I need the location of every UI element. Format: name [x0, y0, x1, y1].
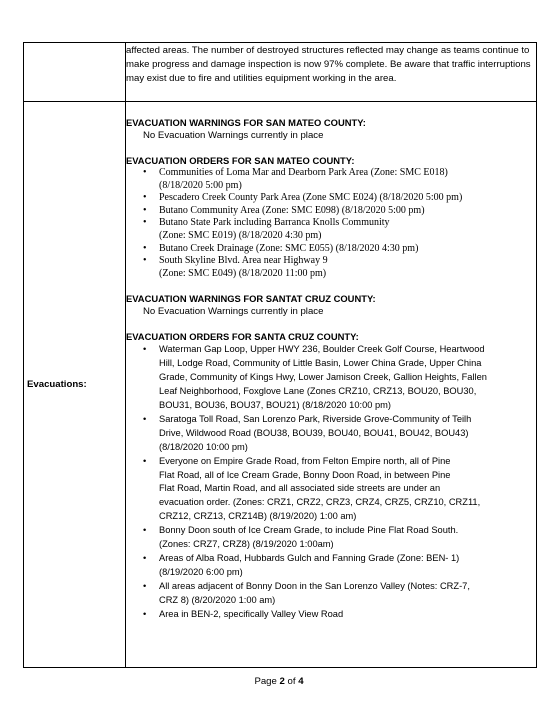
bullet-icon: • — [143, 608, 147, 619]
list-item-line: Flat Road, all of Ice Cream Grade, Bonny Doon Road, in between Pine — [159, 469, 451, 480]
list-item-line: South Skyline Blvd. Area near Highway 9 — [159, 255, 328, 267]
list-item — [126, 413, 536, 455]
bullet-icon: • — [143, 192, 147, 204]
list-item — [126, 167, 536, 192]
list-item-line: Leaf Neighborhood, Foxglove Lane (Zones CRZ10, CRZ13, BOU20, BOU30, — [159, 386, 477, 397]
list-item-line: Area in BEN-2, specifically Valley View Road — [159, 608, 344, 619]
bullet-icon: • — [143, 552, 147, 563]
list-item — [126, 192, 536, 205]
list-item-line: (8/18/2020 10:00 pm) — [159, 441, 248, 452]
row-label-cell — [24, 43, 126, 102]
evacuation-sections — [126, 116, 536, 621]
list-item-line: BOU31, BOU36, BOU37, BOU21) (8/18/2020 10:00 pm) — [159, 399, 392, 410]
list-item-line: Bonny Doon south of Ice Cream Grade, to include Pine Flat Road South. — [159, 525, 459, 536]
section-heading: EVACUATION ORDERS FOR SANTA CRUZ COUNTY: — [126, 331, 359, 343]
section-note: No Evacuation Warnings currently in place — [143, 130, 324, 141]
list-item — [126, 552, 536, 580]
bullet-icon: • — [143, 580, 147, 591]
page-total: 4 — [298, 676, 304, 687]
info-table — [23, 42, 537, 668]
list-item-line: evacuation order. (Zones: CRZ1, CRZ2, CRZ3, CRZ4, CRZ5, CRZ10, CRZ11, — [159, 497, 481, 508]
list-item-line: Everyone on Empire Grade Road, from Felton Empire north, all of Pine — [159, 455, 451, 466]
evacuations-label: Evacuations: — [27, 379, 87, 390]
evacuation-section — [126, 154, 536, 280]
list-item-line: CRZ 8) (8/20/2020 1:00 am) — [159, 594, 276, 605]
list-item-line: Butano State Park including Barranca Knolls Community — [159, 217, 390, 229]
evacuation-order-list — [126, 167, 536, 280]
list-item-line: Butano Community Area (Zone: SMC E098) (8/18/2020 5:00 pm) — [159, 204, 425, 216]
list-item — [126, 255, 536, 280]
list-item-line: All areas adjacent of Bonny Doon in the San Lorenzo Valley (Notes: CRZ-7, — [159, 580, 470, 591]
list-item — [126, 217, 536, 242]
page-middle: of — [284, 676, 299, 687]
list-item — [126, 608, 536, 622]
bullet-icon: • — [143, 455, 147, 466]
section-heading: EVACUATION ORDERS FOR SAN MATEO COUNTY: — [126, 155, 355, 166]
table-row — [24, 43, 537, 102]
section-heading: EVACUATION WARNINGS FOR SANTAT CRUZ COUNTY: — [126, 293, 376, 305]
list-item — [126, 455, 536, 525]
list-item-line: CRZ12, CRZ13, CRZ14B) (8/19/2020) 1:00 am) — [159, 511, 357, 522]
list-item-line: (Zone: SMC E019) (8/18/2020 4:30 pm) — [159, 229, 322, 241]
list-item-line: Flat Road, Martin Road, and all associated side streets are under an — [159, 483, 441, 494]
list-item-line: Grade, Community of Kings Hwy, Lower Jamison Creek, Gallion Heights, Fallen — [159, 372, 487, 383]
row-content-cell — [126, 43, 537, 102]
list-item-line: Areas of Alba Road, Hubbards Gulch and Fanning Grade (Zone: BEN- 1) — [159, 552, 460, 563]
evacuation-section — [126, 292, 536, 318]
bullet-icon: • — [143, 344, 147, 355]
bullet-icon: • — [143, 525, 147, 536]
row-label-cell — [24, 102, 126, 668]
page-footer — [0, 676, 558, 687]
evacuation-section — [126, 330, 536, 621]
list-item — [126, 580, 536, 608]
bullet-icon: • — [143, 242, 147, 254]
list-item-line: Saratoga Toll Road, San Lorenzo Park, Riverside Grove-Community of Teilh — [159, 413, 472, 424]
section-heading: EVACUATION WARNINGS FOR SAN MATEO COUNTY: — [126, 117, 366, 128]
list-item-line: (8/19/2020 6:00 pm) — [159, 566, 243, 577]
bullet-icon: • — [143, 217, 147, 229]
list-item-line: (8/18/2020 5:00 pm) — [159, 179, 242, 191]
section-note: No Evacuation Warnings currently in place — [143, 306, 324, 318]
page-current: 2 — [279, 676, 285, 687]
list-item — [126, 243, 536, 256]
list-item-line: Butano Creek Drainage (Zone: SMC E055) (8/18/2020 4:30 pm) — [159, 242, 419, 254]
table-row — [24, 102, 537, 668]
page-prefix: Page — [254, 676, 280, 687]
list-item-line: Waterman Gap Loop, Upper HWY 236, Boulder Creek Golf Course, Heartwood — [159, 344, 485, 355]
list-item — [126, 524, 536, 552]
list-item-line: Hill, Lodge Road, Community of Little Basin, Lower China Grade, Upper China — [159, 358, 482, 369]
list-item-line: (Zones: CRZ7, CRZ8) (8/19/2020 1:00am) — [159, 539, 334, 550]
list-item — [126, 205, 536, 218]
bullet-icon: • — [143, 255, 147, 267]
list-item-line: Drive, Wildwood Road (BOU38, BOU39, BOU40, BOU41, BOU42, BOU43) — [159, 427, 469, 438]
list-item-line: Communities of Loma Mar and Dearborn Park Area (Zone: SMC E018) — [159, 167, 448, 178]
evacuation-order-list — [126, 343, 536, 621]
bullet-icon: • — [143, 413, 147, 424]
evacuations-content — [126, 102, 537, 668]
bullet-icon: • — [143, 204, 147, 216]
list-item — [126, 343, 536, 413]
evacuation-section — [126, 116, 536, 142]
bullet-icon: • — [143, 167, 147, 178]
damage-inspection-text: affected areas. The number of destroyed structures reflected may change as teams continue to make progress and damage inspection is now 97% complete. Be aware that traffic interruptions may exist due to fire and utilities equipment working in the area. — [126, 45, 531, 84]
list-item-line: (Zone: SMC E049) (8/18/2020 11:00 pm) — [159, 267, 327, 279]
list-item-line: Pescadero Creek County Park Area (Zone SMC E024) (8/18/2020 5:00 pm) — [159, 192, 463, 204]
